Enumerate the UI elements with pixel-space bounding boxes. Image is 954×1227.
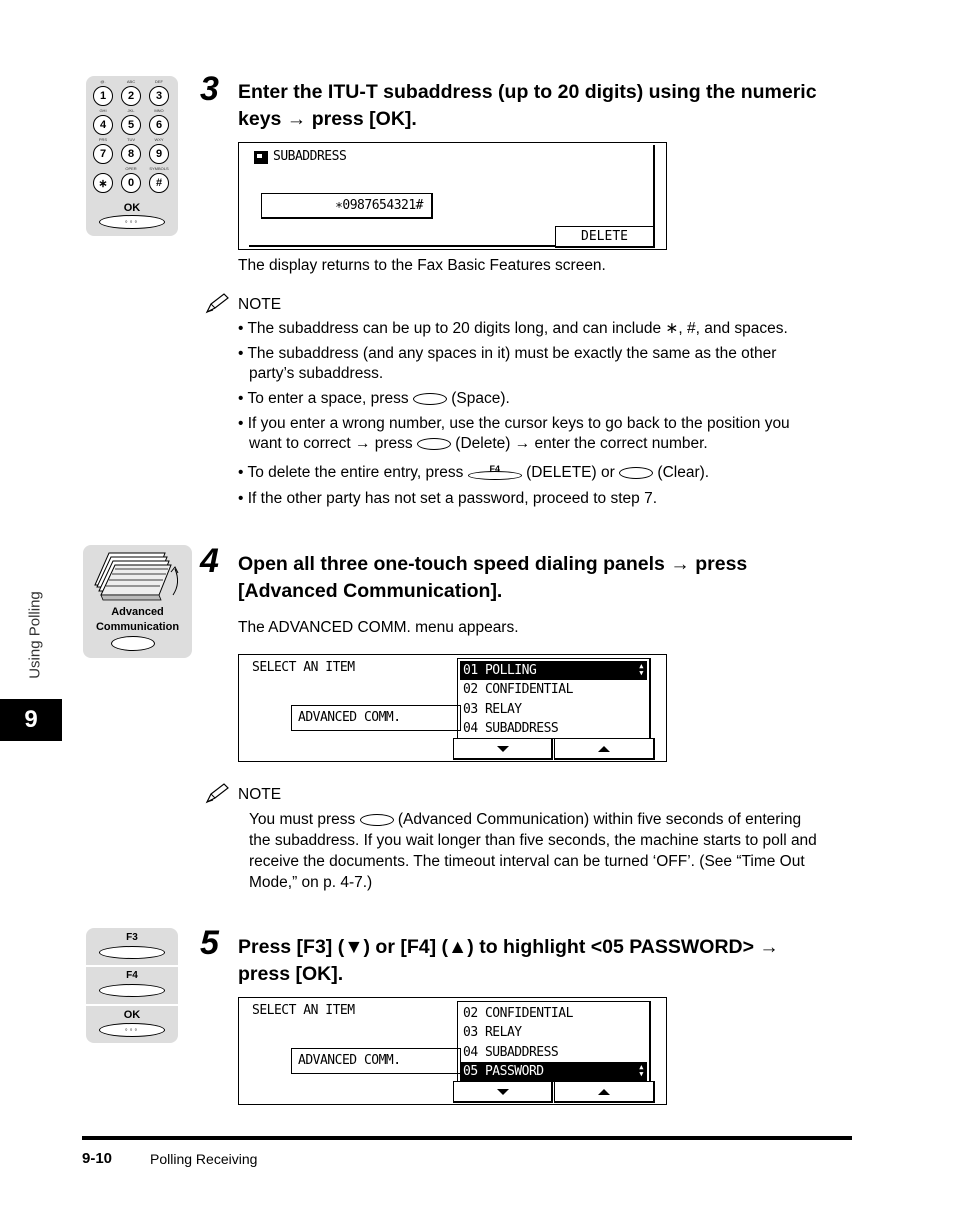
function-keys-panel (86, 928, 178, 1043)
advanced-comm-screen (238, 654, 667, 762)
note-bullet: • The subaddress (and any spaces in it) must be exactly the same as the other party’s subaddress. (238, 345, 777, 382)
menu-item[interactable]: 04 SUBADDRESS (463, 1044, 559, 1060)
menu-item[interactable]: 02 CONFIDENTIAL (463, 1006, 573, 1021)
numeric-key[interactable]: 3 (149, 86, 169, 106)
space-key-icon (413, 393, 447, 405)
numeric-key[interactable]: 4 (93, 115, 113, 135)
numeric-key[interactable]: 5 (121, 115, 141, 135)
numeric-key[interactable]: 0 (121, 173, 141, 193)
key-letters: TUV (127, 137, 135, 142)
advanced-comm-field: ADVANCED COMM. (291, 705, 461, 731)
key-letters: JKL (127, 108, 135, 113)
screen-prompt: SELECT AN ITEM (252, 660, 355, 675)
page-number: 9-10 (82, 1150, 113, 1167)
note-bullet: • To enter a space, press (Space). (238, 390, 510, 407)
note-bullet: • To delete the entire entry, press F4 (DELETE) or (Clear). (238, 464, 710, 481)
note-bullet: • The subaddress can be up to 20 digits long, and can include ∗, #, and spaces. (238, 320, 788, 337)
numeric-keypad-panel (86, 76, 178, 236)
key-letters: MNO (154, 108, 164, 113)
ok-key-label: OK (123, 1009, 141, 1021)
key-letters: SYMBOLS (149, 166, 169, 171)
menu-item[interactable]: 02 CONFIDENTIAL (463, 682, 573, 698)
f3-key[interactable] (99, 946, 165, 959)
step-3-title: Enter the ITU-T subaddress (up to 20 digits) using the numeric keys → press [OK]. (238, 81, 817, 130)
clear-key-icon (619, 467, 653, 479)
step-4-note-text: You must press (Advanced Communication) within five seconds of entering the subaddress. If you wait longer than five seconds, the machine starts to poll and receive the documents. The timeout interval can be turned ‘OFF’. (See “Time Out Mode,” on p. 4-7.) (249, 811, 817, 891)
section-side-label: Using Polling (26, 591, 44, 679)
footer-rule (82, 1136, 852, 1140)
key-letters: DEF (155, 79, 163, 84)
advanced-comm-field: ADVANCED COMM. (291, 1048, 461, 1074)
ok-key[interactable]: ◦◦◦ (99, 215, 165, 229)
f4-key-label: F4 (126, 970, 138, 981)
scroll-arrows-icon: ▲ ▼ (639, 662, 643, 677)
subaddress-input[interactable]: ∗0987654321# (261, 193, 433, 219)
fax-screen-icon (254, 151, 268, 164)
scroll-down-button[interactable] (453, 1081, 553, 1103)
menu-item[interactable]: 03 RELAY (463, 1025, 522, 1041)
key-letters: PRS (98, 137, 108, 142)
key-letters: ABC (126, 79, 136, 84)
advanced-communication-label: Advanced Communication (95, 606, 180, 633)
f4-key[interactable] (99, 984, 165, 997)
key-letters: WXY (154, 137, 164, 142)
ok-key-label: OK (123, 202, 141, 214)
advanced-comm-screen-password (238, 997, 667, 1105)
note-bullet: • If the other party has not set a password, proceed to step 7. (238, 490, 658, 507)
chapter-number-tab: 9 (0, 699, 62, 741)
numeric-key[interactable]: ∗ (93, 173, 113, 193)
step-5-title: Press [F3] (▼) or [F4] (▲) to highlight <05 PASSWORD> → press [OK]. (238, 936, 779, 985)
ok-key[interactable]: ◦◦◦ (99, 1023, 165, 1037)
menu-list (457, 658, 651, 739)
menu-item[interactable]: 05 PASSWORD ▲ ▼ (460, 1062, 647, 1081)
up-arrow-icon (598, 746, 610, 752)
footer-title: Polling Receiving (150, 1151, 258, 1167)
delete-button[interactable]: DELETE (555, 226, 655, 248)
scroll-arrows-icon: ▲ ▼ (639, 1062, 643, 1078)
step-4-number: 4 (200, 542, 219, 580)
step-5-number: 5 (200, 924, 219, 962)
step-3-number: 3 (200, 70, 219, 108)
menu-item[interactable]: 03 RELAY (463, 701, 522, 717)
scroll-up-button[interactable] (554, 1081, 655, 1103)
numeric-key[interactable]: 7 (93, 144, 113, 164)
subaddress-screen (238, 142, 667, 250)
numeric-key[interactable]: 9 (149, 144, 169, 164)
up-arrow-icon (598, 1089, 610, 1095)
screen-title: SUBADDRESS (273, 149, 347, 164)
numeric-key[interactable]: 1 (93, 86, 113, 106)
menu-list (457, 1001, 651, 1082)
numeric-key[interactable]: 6 (149, 115, 169, 135)
advanced-communication-panel (83, 545, 192, 658)
key-letters: OPER (125, 166, 137, 171)
scroll-up-button[interactable] (554, 738, 655, 760)
numeric-key[interactable]: 8 (121, 144, 141, 164)
key-letters: @. (100, 79, 106, 84)
note-label: NOTE (238, 296, 282, 313)
down-arrow-icon (497, 746, 509, 752)
pencil-note-icon (204, 292, 232, 316)
down-arrow-icon (497, 1089, 509, 1095)
pencil-note-icon (204, 782, 232, 806)
menu-item[interactable]: 04 SUBADDRESS (463, 720, 559, 736)
advanced-communication-key-icon (360, 814, 394, 826)
f3-key-label: F3 (126, 932, 138, 943)
note-label: NOTE (238, 786, 282, 803)
advanced-communication-key[interactable] (111, 636, 155, 651)
delete-key-icon (417, 438, 451, 450)
scroll-down-button[interactable] (453, 738, 553, 760)
note-bullet: • If you enter a wrong number, use the cursor keys to go back to the position you want to correct → press (Delete) → enter the correct number. (238, 415, 790, 452)
step-3-result-text: The display returns to the Fax Basic Features screen. (238, 257, 606, 274)
step-4-title: Open all three one-touch speed dialing panels → press [Advanced Communication]. (238, 553, 748, 602)
menu-item[interactable]: 01 POLLING ▲ ▼ (460, 661, 647, 680)
screen-prompt: SELECT AN ITEM (252, 1003, 355, 1018)
step-4-result-text: The ADVANCED COMM. menu appears. (238, 619, 519, 636)
f4-key-icon: F4 (468, 471, 522, 480)
key-letters: GHI (99, 108, 107, 113)
one-touch-panels-icon (89, 545, 185, 603)
numeric-key[interactable]: 2 (121, 86, 141, 106)
numeric-key[interactable]: # (149, 173, 169, 193)
